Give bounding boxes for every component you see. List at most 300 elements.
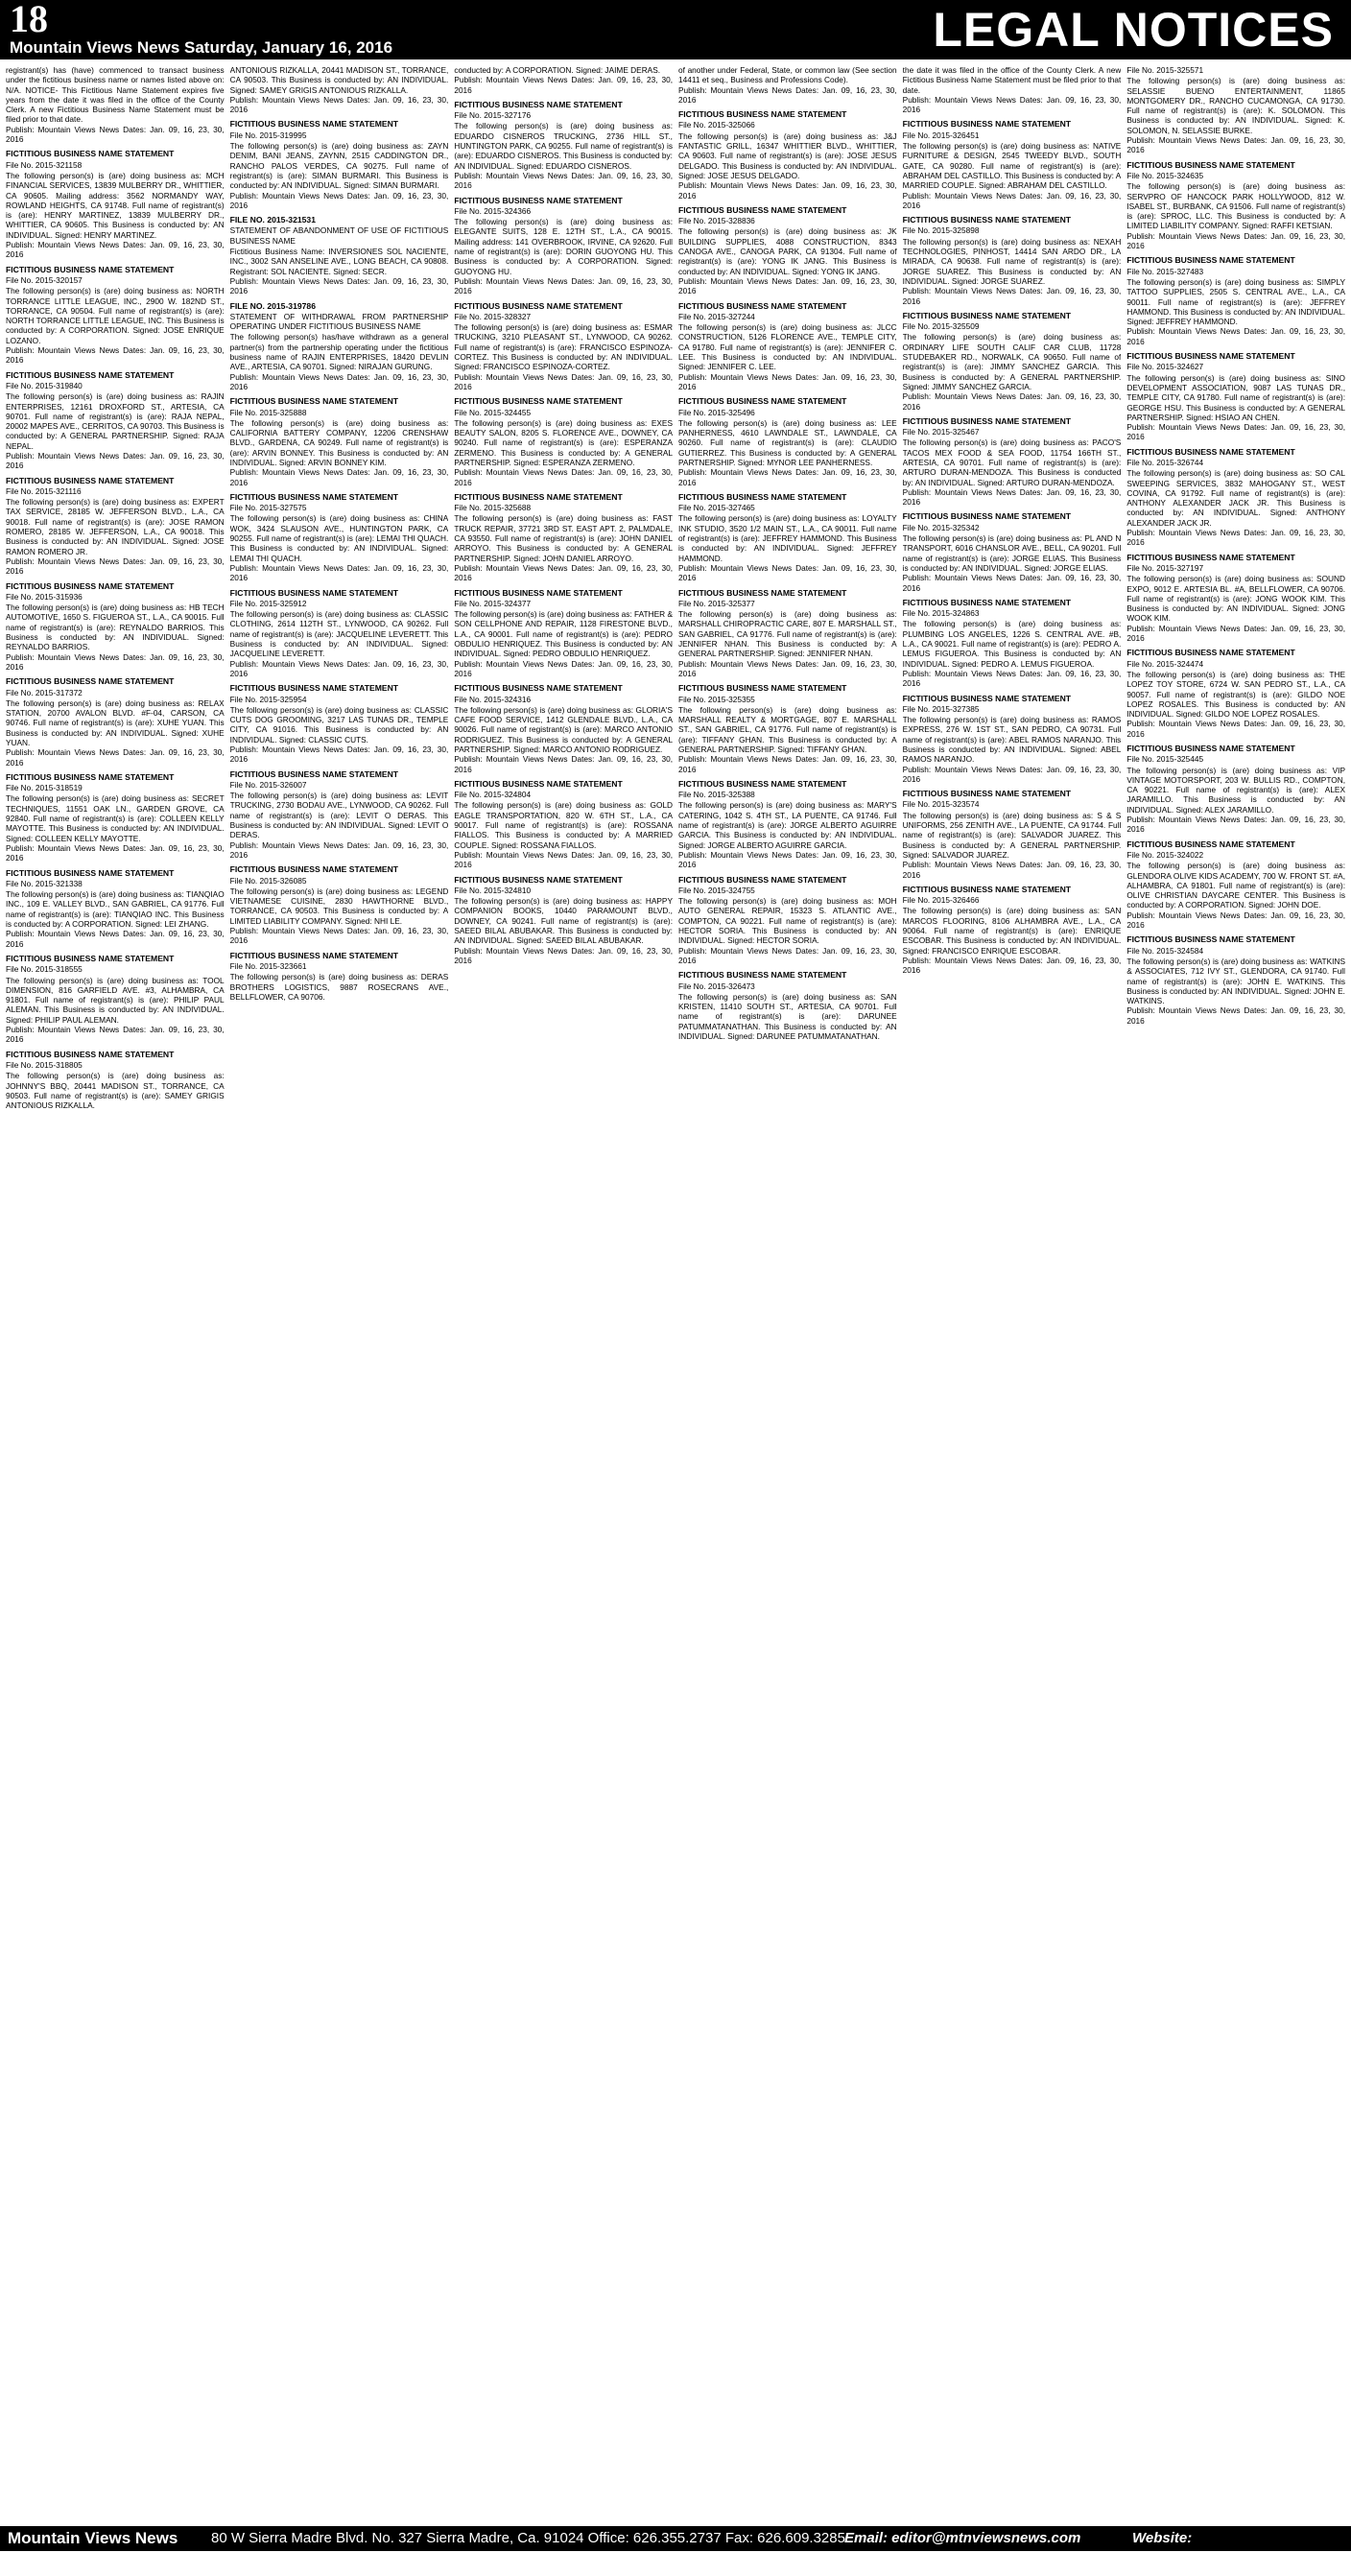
notice-publish-dates: Publish: Mountain Views News Dates: Jan. 09, 16, 23, 30, 2016	[6, 1025, 225, 1045]
notice-file-number: File No. 2015-324366	[454, 205, 532, 216]
notice-body: The following person(s) is (are) doing business as: SOUND EXPO, 9012 E. ARTESIA BL. #A, BELLFLOWER, CA 90706. Full name of registrant(s) is (are): JONG WOOK KIM. This Business is conducted by: AN INDIVIDUAL. Signed: JONG WOOK KIM.	[1126, 574, 1345, 624]
notice-body: The following person(s) is (are) doing business as: VIP VINTAGE MOTORSPORT, 203 W. BULLIS RD., COMPTON, CA 90221. Full name of registrant(s) is (are): ALEX JARAMILLO. This Business is conducted by: AN INDIVIDUAL. Signed: ALEX JARAMILLO.	[1126, 765, 1345, 815]
notice-publish-dates: Publish: Mountain Views News Dates: Jan. 09, 16, 23, 30, 2016	[6, 345, 225, 366]
notice-file-number: File No. 2015-325066	[678, 120, 755, 130]
notice-file-number: File No. 2015-326744	[1126, 457, 1204, 467]
notice-file-number: File No. 2015-326451	[902, 130, 980, 140]
legal-notice	[678, 301, 897, 392]
notice-publish-dates: Publish: Mountain Views News Dates: Jan. 09, 16, 23, 30, 2016	[1126, 910, 1345, 931]
notice-file-number: File No. 2015-328327	[454, 311, 532, 321]
legal-notice	[230, 864, 449, 945]
notice-publish-dates: Publish: Mountain Views News Dates: Jan. 09, 16, 23, 30, 2016	[678, 84, 897, 105]
notice-heading: FICTITIOUS BUSINESS NAME STATEMENT	[6, 676, 175, 687]
notice-publish-dates: Publish: Mountain Views News Dates: Jan. 09, 16, 23, 30, 2016	[6, 747, 225, 768]
notice-file-number: File No. 2015-321116	[6, 485, 82, 496]
legal-notice	[903, 511, 1122, 592]
notice-publish-dates: Publish: Mountain Views News Dates: Jan. 09, 16, 23, 30, 2016	[1126, 815, 1345, 835]
notice-publish-dates: Publish: Mountain Views News Dates: Jan. 09, 16, 23, 30, 2016	[1126, 230, 1345, 251]
notice-heading: FICTITIOUS BUSINESS NAME STATEMENT	[454, 683, 623, 694]
notice-heading: FICTITIOUS BUSINESS NAME STATEMENT	[6, 867, 175, 878]
notice-column	[454, 65, 673, 2521]
notice-body: Fictitious Business Name: INVERSIONES SOL NACIENTE, INC., 3002 SAN ANSELINE AVE., LONG BEACH, CA 90808. Registrant: SOL NACIENTE. Signed: SECR.	[229, 247, 449, 276]
notice-body: The following person(s) is (are) doing business as: LEVIT TRUCKING, 2730 BODAU AVE., LYNWOOD, CA 90262. Full name of registrant(s) is (are): LEVIT O DERAS. This Business is conducted by: AN INDIVIDUAL. Signed: LEVIT O DERAS.	[229, 791, 449, 840]
legal-notice	[454, 779, 673, 870]
legal-notice	[6, 676, 225, 768]
legal-notice	[230, 951, 449, 1002]
notice-heading: FICTITIOUS BUSINESS NAME STATEMENT	[6, 1049, 175, 1059]
legal-notice	[230, 683, 449, 764]
footer-address: 80 W Sierra Madre Blvd. No. 327 Sierra Madre, Ca. 91024 Office: 626.355.2737 Fax: 626.609.3285	[211, 2530, 845, 2546]
notice-body: The following person(s) is (are) doing business as: ZAYN DENIM, BANI JEANS, ZAYNN, 2515 CADDINGTON DR., RANCHO PALOS VERDES, CA 90275. Full name of registrant(s) is (are): SIMAN BURMARI. This Business is conducted by: AN INDIVIDUAL. Signed: SIMAN BURMARI.	[229, 141, 449, 191]
notice-body: The following person(s) is (are) doing business as: ESMAR TRUCKING, 3210 PLEASANT ST., LYNWOOD, CA 90262. Full name of registrant(s) is (are): FRANCISCO ESPINOZA-CORTEZ. This Business is conducted by: AN INDIVIDUAL. Signed: FRANCISCO ESPINOZA-CORTEZ.	[454, 322, 673, 372]
notice-file-number: File No. 2015-325898	[902, 225, 980, 236]
notice-file-number: File No. 2015-325571	[1126, 65, 1204, 75]
notice-publish-dates: Publish: Mountain Views News Dates: Jan. 09, 16, 23, 30, 2016	[902, 764, 1122, 784]
notice-heading: FICTITIOUS BUSINESS NAME STATEMENT	[678, 300, 847, 311]
notice-file-number: File No. 2015-324635	[1126, 170, 1204, 180]
legal-notice	[6, 1050, 225, 1111]
notice-heading: FICTITIOUS BUSINESS NAME STATEMENT	[1126, 351, 1295, 362]
notice-body: registrant(s) has (have) commenced to transact business under the fictitious business name or names listed above on: N/A. NOTICE- This Fictitious Name Statement expires five years from the date it was filed in the office of the County Clerk. A new Fictitious Business Name Statement must be filed prior to that date.	[6, 65, 225, 125]
notice-file-number: File No. 2015-327176	[454, 110, 532, 121]
notice-publish-dates: Publish: Mountain Views News Dates: Jan. 09, 16, 23, 30, 2016	[678, 371, 897, 391]
legal-notice	[1126, 839, 1345, 931]
notice-heading: FICTITIOUS BUSINESS NAME STATEMENT	[454, 491, 623, 502]
notice-body: The following person(s) is (are) doing business as: EXPERT TAX SERVICE, 28185 W. JEFFERSON BLVD., L.A., CA 90018. Full name of registrant(s) is (are): JOSE RAMON ROMERO, 28185 W. JEFFERSON, L.A., CA 90018. This Business is conducted by: AN INDIVIDUAL. Signed: JOSE RAMON ROMERO JR.	[6, 497, 225, 556]
notice-file-number: File No. 2015-324804	[454, 790, 532, 800]
notice-publish-dates: Publish: Mountain Views News Dates: Jan. 09, 16, 23, 30, 2016	[454, 467, 673, 487]
notice-publish-dates: Publish: Mountain Views News Dates: Jan. 09, 16, 23, 30, 2016	[6, 555, 225, 577]
notice-body: The following person(s) is (are) doing business as: JK BUILDING SUPPLIES, 4088 CONSTRUCTION, 8343 CANOGA AVE., CANOGA PARK, CA 91304. Full name of registrant(s) is (are): YONG IK JANG. This Business is conducted by: AN INDIVIDUAL. Signed: YONG IK JANG.	[678, 226, 897, 276]
notice-heading: FICTITIOUS BUSINESS NAME STATEMENT	[454, 300, 623, 311]
notice-publish-dates: Publish: Mountain Views News Dates: Jan. 09, 16, 23, 30, 2016	[6, 842, 225, 863]
notice-file-number: STATEMENT OF WITHDRAWAL FROM PARTNERSHIP OPERATING UNDER FICTITIOUS BUSINESS NAME	[229, 311, 449, 332]
notice-body: The following person(s) is (are) doing business as: DERAS BROTHERS LOGISTICS, 9887 ROSECRANS AVE., BELLFLOWER, CA 90706.	[229, 972, 449, 1002]
legal-notice	[903, 311, 1122, 412]
legal-notice	[1126, 160, 1345, 251]
notice-heading: FICTITIOUS BUSINESS NAME STATEMENT	[678, 109, 847, 120]
notice-heading: FICTITIOUS BUSINESS NAME STATEMENT	[902, 597, 1072, 607]
notice-body: The following person(s) is (are) doing business as: SO CAL SWEEPING SERVICES, 3832 MAHOGANY ST., WEST COVINA, CA 91792. Full name of registrant(s) is (are): ANTHONY ALEXANDER JACK JR. This Business is conducted by: AN INDIVIDUAL. Signed: ANTHONY ALEXANDER JACK JR.	[1126, 468, 1345, 528]
notice-heading: FICTITIOUS BUSINESS NAME STATEMENT	[678, 396, 847, 407]
notice-body: conducted by: A CORPORATION. Signed: JAIME DERAS.	[454, 65, 661, 75]
notice-heading: FICTITIOUS BUSINESS NAME STATEMENT	[6, 369, 175, 380]
legal-notice	[903, 789, 1122, 880]
notice-body: The following person(s) is (are) doing business as: LEE PANHERNESS, 4610 LAWNDALE ST., LAWNDALE, CA 90260. Full name of registrant(s) is (are): CLAUDIO GUTIERREZ. This Business is conducted by: A GENERAL PARTNERSHIP. Signed: MYNOR LEE PANHERNESS.	[678, 417, 897, 467]
notice-body: The following person(s) is (are) doing business as: MARY'S CATERING, 1042 S. 4TH ST., LA PUENTE, CA 91746. Full name of registrant(s) is (are): JORGE ALBERTO AGUIRRE GARCIA. This Business is conducted by: AN INDIVIDUAL. Signed: JORGE ALBERTO AGUIRRE GARCIA.	[678, 800, 897, 850]
notice-publish-dates: Publish: Mountain Views News Dates: Jan. 09, 16, 23, 30, 2016	[6, 450, 225, 471]
notice-body: The following person(s) is (are) doing business as: GOLD EAGLE TRANSPORTATION, 820 W. 6TH ST., L.A., CA 90017. Full name of registrant(s) is (are): ROSSANA FIALLOS. This Business is conducted by: A MARRIED COUPLE. Signed: ROSSANA FIALLOS.	[454, 800, 673, 850]
notice-heading: FICTITIOUS BUSINESS NAME STATEMENT	[1126, 744, 1295, 753]
notice-body: The following person(s) is (are) doing business as: JOHNNY'S BBQ, 20441 MADISON ST., TORRANCE, CA 90503. Full name of registrant(s) is (are): SAMEY GRIGIS ANTONIOUS RIZKALLA.	[6, 1071, 225, 1111]
notice-body: The following person(s) is (are) doing business as: LEGEND VIETNAMESE CUISINE, 2830 HAWTHORNE BLVD., TORRANCE, CA 90503. This Business is conducted by: A LIMITED LIABILITY COMPANY. Signed: NHI LE.	[229, 886, 449, 926]
notice-heading: FICTITIOUS BUSINESS NAME STATEMENT	[454, 99, 623, 109]
legal-notice	[903, 694, 1122, 785]
notice-publish-dates: Publish: Mountain Views News Dates: Jan. 09, 16, 23, 30, 2016	[902, 486, 1122, 508]
notice-file-number: File No. 2015-324316	[454, 694, 532, 704]
notice-publish-dates: Publish: Mountain Views News Dates: Jan. 09, 16, 23, 30, 2016	[454, 754, 673, 774]
notice-body: The following person(s) is (are) doing business as: CLASSIC CLOTHING, 2614 112TH ST., LYNWOOD, CA 90262. Full name of registrant(s) is (are): JACQUELINE LEVERETT. This Business is conducted by: AN INDIVIDUAL. Signed: JACQUELINE LEVERETT.	[229, 609, 449, 659]
notice-body: The following person(s) is (are) doing business as: S & S UNIFORMS, 256 ZENITH AVE., LA PUENTE, CA 91744. Full name of registrant(s) is (are): SALVADOR JUAREZ. This Business is conducted by: A GENERAL PARTNERSHIP. Signed: SALVADOR JUAREZ.	[902, 810, 1122, 860]
notice-file-number: File No. 2015-319840	[6, 380, 83, 390]
legal-notice	[678, 588, 897, 679]
notice-file-number: File No. 2015-324584	[1126, 945, 1204, 956]
publication-date: Mountain Views News Saturday, January 16, 2016	[10, 38, 393, 57]
notice-body: The following person(s) is (are) doing business as: SINO DEVELOPMENT ASSOCIATION, 9087 LAS TUNAS DR., TEMPLE CITY, CA 91780. Full name of registrant(s) is (are): GEORGE HSU. This Business is conducted by: A GENERAL PARTNERSHIP. Signed: HSIAO AN CHEN.	[1126, 372, 1345, 422]
notice-file-number: File No. 2015-317372	[6, 687, 83, 697]
notice-publish-dates: Publish: Mountain Views News Dates: Jan. 09, 16, 23, 30, 2016	[902, 955, 1122, 976]
notice-body: The following person(s) is (are) doing business as: SERVPRO OF HANCOCK PARK HOLLYWOOD, 812 W. ISABEL ST., BURBANK, CA 91506. Full name of registrant(s) is (are): SPROC, LLC. This Business is conducted by: A LIMITED LIABILITY COMPANY. Signed: RAFFI KETSIAN.	[1126, 181, 1345, 231]
notice-publish-dates: Publish: Mountain Views News Dates: Jan. 09, 16, 23, 30, 2016	[902, 190, 1122, 210]
notice-body: The following person(s) is (are) doing business as: TOOL DIMENSION, 816 GARFIELD AVE. #3, ALHAMBRA, CA 91801. Full name of registrant(s) is (are): PHILIP PAUL ALEMAN. This Business is conducted by: AN INDIVIDUAL. Signed: PHILIP PAUL ALEMAN.	[6, 975, 225, 1025]
notice-body: The following person(s) is (are) doing business as: TIANQIAO INC., 109 E. VALLEY BLVD., SAN GABRIEL, CA 91776. Full name of registrant(s) is (are): TIANQIAO INC. This Business is conducted by: A CORPORATION. Signed: LEI ZHANG.	[6, 889, 225, 930]
notice-body: The following person(s) is (are) doing business as: MCH FINANCIAL SERVICES, 13839 MULBERRY DR., WHITTIER, CA 90605. Mailing address: 3562 NORMANDY WAY, ROWLAND HEIGHTS, CA 91748. Full name of registrant(s) is (are): HENRY MARTINEZ, 13839 MULBERRY DR., WHITTIER, CA 90605. This Business is conducted by: AN INDIVIDUAL. Signed: HENRY MARTINEZ.	[6, 170, 225, 240]
legal-notice	[454, 683, 673, 774]
notice-file-number: File No. 2015-318555	[6, 964, 83, 975]
notice-body: The following person(s) is (are) doing business as: GLORIA'S CAFE FOOD SERVICE, 1412 GLENDALE BLVD., L.A., CA 90026. Full name of registrant(s) is (are): MARCO ANTONIO RODRIGUEZ. This Business is conducted by: A GENERAL PARTNERSHIP. Signed: MARCO ANTONIO RODRIGUEZ.	[454, 704, 673, 754]
notice-body: The following person(s) is (are) doing business as: PACO'S TACOS MEX FOOD & SEA FOOD, 11754 166TH ST., ARTESIA, CA 90701. Full name of registrant(s) is (are): ARTURO DURAN-MENDOZA. This Business is conducted by: AN INDIVIDUAL. Signed: ARTURO DURAN-MENDOZA.	[902, 437, 1122, 487]
footer-email[interactable]: Email: editor@mtnviewsnews.com	[844, 2530, 1081, 2546]
notice-heading: FICTITIOUS BUSINESS NAME STATEMENT	[678, 778, 847, 789]
notice-file-number: File No. 2015-321338	[6, 878, 83, 888]
notice-file-number: File No. 2015-318519	[6, 783, 83, 793]
notice-file-number: File No. 2015-326473	[678, 981, 755, 991]
legal-notice	[6, 149, 225, 259]
notice-publish-dates: Publish: Mountain Views News Dates: Jan. 09, 16, 23, 30, 2016	[229, 190, 449, 210]
notice-column	[678, 65, 897, 2521]
notice-body: The following person(s) is (are) doing business as: PLUMBING LOS ANGELES, 1226 S. CENTRAL AVE. #B, L.A., CA 90021. Full name of registrant(s) is (are): PEDRO A. LEMUS FIGUEROA. This Business is conducted by: AN INDIVIDUAL. Signed: PEDRO A. LEMUS FIGUEROA.	[902, 619, 1122, 669]
notice-publish-dates: Publish: Mountain Views News Dates: Jan. 09, 16, 23, 30, 2016	[678, 562, 897, 583]
legal-notice	[230, 301, 449, 392]
notice-publish-dates: Publish: Mountain Views News Dates: Jan. 09, 16, 23, 30, 2016	[229, 839, 449, 860]
notice-publish-dates: Publish: Mountain Views News Dates: Jan. 09, 16, 23, 30, 2016	[454, 75, 673, 95]
notice-publish-dates: Publish: Mountain Views News Dates: Jan. 09, 16, 23, 30, 2016	[678, 180, 897, 201]
notice-heading: FICTITIOUS BUSINESS NAME STATEMENT	[678, 491, 847, 502]
legal-notice	[903, 598, 1122, 689]
notice-file-number: File No. 2015-327575	[229, 503, 307, 513]
notice-heading: FICTITIOUS BUSINESS NAME STATEMENT	[229, 950, 399, 960]
notice-heading: FICTITIOUS BUSINESS NAME STATEMENT	[229, 587, 399, 598]
notice-file-number: File No. 2015-325954	[229, 694, 307, 704]
notice-publish-dates: Publish: Mountain Views News Dates: Jan. 09, 16, 23, 30, 2016	[229, 562, 449, 583]
notice-heading: FICTITIOUS BUSINESS NAME STATEMENT	[454, 195, 623, 205]
notice-file-number: File No. 2015-324755	[678, 885, 755, 895]
notice-heading: FICTITIOUS BUSINESS NAME STATEMENT	[6, 475, 175, 485]
notice-publish-dates: Publish: Mountain Views News Dates: Jan. 09, 16, 23, 30, 2016	[902, 668, 1122, 689]
legal-notice	[454, 65, 673, 95]
notice-publish-dates: Publish: Mountain Views News Dates: Jan. 09, 16, 23, 30, 2016	[1126, 623, 1345, 644]
notice-heading: FICTITIOUS BUSINESS NAME STATEMENT	[454, 587, 623, 598]
legal-notice	[903, 885, 1122, 976]
notice-publish-dates: Publish: Mountain Views News Dates: Jan. 09, 16, 23, 30, 2016	[902, 391, 1122, 412]
legal-notice	[678, 970, 897, 1041]
legal-notice	[6, 954, 225, 1045]
notice-heading: FICTITIOUS BUSINESS NAME STATEMENT	[678, 587, 847, 598]
notice-heading: FICTITIOUS BUSINESS NAME STATEMENT	[902, 415, 1072, 426]
notice-body: The following person(s) is (are) doing business as: NATIVE FURNITURE & DESIGN, 2545 TWEEDY BLVD., SOUTH GATE, CA 90280. Full name of registrant(s) is (are): ABRAHAM DEL CASTILLO. This Business is conducted by: A MARRIED COUPLE. Signed: ABRAHAM DEL CASTILLO.	[902, 141, 1122, 191]
legal-notice	[6, 65, 225, 144]
notice-file-number: File No. 2015-318805	[6, 1059, 83, 1070]
notice-file-number: File No. 2015-320157	[6, 274, 83, 285]
notice-body: The following person(s) is (are) doing business as: CHINA WOK, 3424 SLAUSON AVE., HUNTINGTON PARK, CA 90255. Full name of registrant(s) is (are): LEMAI THI QUACH. This Business is conducted by: AN INDIVIDUAL. Signed: LEMAI THI QUACH.	[229, 513, 449, 563]
footer-website[interactable]: Website: www.mtnviewsnews.com	[1132, 2530, 1305, 2571]
notice-heading: FICTITIOUS BUSINESS NAME STATEMENT	[678, 970, 847, 981]
notice-heading: FICTITIOUS BUSINESS NAME STATEMENT	[902, 693, 1072, 703]
notice-heading: FICTITIOUS BUSINESS NAME STATEMENT	[902, 789, 1072, 799]
notice-heading: FICTITIOUS BUSINESS NAME STATEMENT	[1126, 839, 1295, 849]
notice-publish-dates: Publish: Mountain Views News Dates: Jan. 09, 16, 23, 30, 2016	[229, 744, 449, 765]
notice-publish-dates: Publish: Mountain Views News Dates: Jan. 09, 16, 23, 30, 2016	[902, 286, 1122, 306]
section-title: LEGAL NOTICES	[933, 3, 1334, 57]
notice-publish-dates: Publish: Mountain Views News Dates: Jan. 09, 16, 23, 30, 2016	[229, 371, 449, 391]
legal-notice	[454, 196, 673, 296]
notice-heading: FICTITIOUS BUSINESS NAME STATEMENT	[229, 396, 399, 407]
notice-file-number: File No. 2015-319995	[229, 130, 307, 140]
notice-body: The following person(s) is (are) doing business as: EDUARDO CISNEROS TRUCKING, 2736 HILL ST., HUNTINGTON PARK, CA 90255. Full name of registrant(s) is (are): EDUARDO CISNEROS. This Business is conducted by: AN INDIVIDUAL. Signed: EDUARDO CISNEROS.	[454, 121, 673, 171]
notice-body: The following person(s) is (are) doing business as: SAN MARCOS FLOORING, 8106 ALHAMBRA AVE., L.A., CA 90064. Full name of registrant(s) is (are): ENRIQUE ESCOBAR. This Business is conducted by: AN INDIVIDUAL. Signed: FRANCISCO ENRIQUE ESCOBAR.	[902, 906, 1122, 956]
notice-file-number: File No. 2015-324377	[454, 598, 532, 608]
notice-body: The following person(s) is (are) doing business as: MOH AUTO GENERAL REPAIR, 15323 S. ATLANTIC AVE., COMPTON, CA 90221. Full name of registrant(s) is (are): HECTOR SORIA. This Business is conducted by: AN INDIVIDUAL. Signed: HECTOR SORIA.	[678, 896, 897, 946]
notice-body: The following person(s) is (are) doing business as: ELEGANTE SUITS, 128 E. 12TH ST., L.A., CA 90015. Mailing address: 141 OVERBROOK, IRVINE, CA 92620. Full name of registrant(s) is (are): DORIN GUOYONG HU. This Business is conducted by: A CORPORATION. Signed: GUOYONG HU.	[454, 217, 673, 276]
notice-publish-dates: Publish: Mountain Views News Dates: Jan. 09, 16, 23, 30, 2016	[454, 170, 673, 191]
legal-notice	[230, 215, 449, 295]
notice-file-number: File No. 2015-325688	[454, 503, 532, 513]
notice-file-number: File No. 2015-315936	[6, 591, 83, 602]
notice-body: The following person(s) is (are) doing business as: WATKINS & ASSOCIATES, 712 IVY ST., GLENDORA, CA 91740. Full name of registrant(s) is (are): JOHN E. WATKINS. This Business is conducted by: AN INDIVIDUAL. Signed: JOHN E. WATKINS.	[1126, 956, 1345, 1006]
notice-file-number: File No. 2015-327385	[902, 703, 980, 714]
notice-heading: FILE NO. 2015-319786	[229, 300, 316, 311]
notice-heading: FICTITIOUS BUSINESS NAME STATEMENT	[229, 119, 399, 130]
legal-notice	[678, 65, 897, 105]
notice-body: The following person(s) is (are) doing business as: RAMOS EXPRESS, 276 W. 1ST ST., SAN PEDRO, CA 90731. Full name of registrant(s) is (are): ABEL RAMOS NARANJO. This Business is conducted by: AN INDIVIDUAL. Signed: ABEL RAMOS NARANJO.	[902, 715, 1122, 765]
notice-file-number: File No. 2015-325912	[229, 598, 307, 608]
notice-heading: FICTITIOUS BUSINESS NAME STATEMENT	[6, 149, 175, 159]
notice-file-number: File No. 2015-325445	[1126, 754, 1204, 765]
notice-body: The following person(s) is (are) doing business as: HB TECH AUTOMOTIVE, 1650 S. FIGUEROA ST., L.A., CA 90015. Full name of registrant(s) is (are): REYNALDO BARRIOS. This Business is conducted by: AN INDIVIDUAL. Signed: REYNALDO BARRIOS.	[6, 603, 225, 652]
notice-publish-dates: Publish: Mountain Views News Dates: Jan. 09, 16, 23, 30, 2016	[6, 240, 225, 260]
notice-heading: FICTITIOUS BUSINESS NAME STATEMENT	[902, 119, 1072, 130]
notice-publish-dates: Publish: Mountain Views News Dates: Jan. 09, 16, 23, 30, 2016	[229, 94, 449, 115]
legal-notice	[6, 370, 225, 471]
notice-body: The following person(s) is (are) doing business as: MARSHALL REALTY & MORTGAGE, 807 E. MARSHALL ST., SAN GABRIEL, CA 91776. Full name of registrant(s) is (are): TIFFANY GHAN. This Business is conducted by: A GENERAL PARTNERSHIP. Signed: TIFFANY GHAN.	[678, 704, 897, 754]
notice-publish-dates: Publish: Mountain Views News Dates: Jan. 09, 16, 23, 30, 2016	[1126, 326, 1345, 346]
notice-body: The following person(s) is (are) doing business as: CLASSIC CUTS DOG GROOMING, 3217 LAS TUNAS DR., TEMPLE CITY, CA 91016. This Business is conducted by: AN INDIVIDUAL. Signed: CLASSIC CUTS.	[229, 704, 449, 744]
notice-file-number: File No. 2015-328836	[678, 216, 755, 226]
legal-notice	[1126, 648, 1345, 739]
notice-publish-dates: Publish: Mountain Views News Dates: Jan. 09, 16, 23, 30, 2016	[229, 275, 449, 296]
notice-heading: FICTITIOUS BUSINESS NAME STATEMENT	[1126, 446, 1295, 457]
notice-publish-dates: Publish: Mountain Views News Dates: Jan. 09, 16, 23, 30, 2016	[229, 467, 449, 487]
notice-publish-dates: Publish: Mountain Views News Dates: Jan. 09, 16, 23, 30, 2016	[229, 658, 449, 678]
notice-publish-dates: Publish: Mountain Views News Dates: Jan. 09, 16, 23, 30, 2016	[454, 945, 673, 965]
legal-notice	[1126, 447, 1345, 548]
notice-body: The following person(s) is (are) doing business as: SIMPLY TATTOO SUPPLIES, 2505 S. CENTRAL AVE., L.A., CA 90011. Full name of registrant(s) is (are): JEFFREY HAMMOND. This Business is conducted by: AN INDIVIDUAL. Signed: JEFFREY HAMMOND.	[1126, 276, 1345, 327]
notice-file-number: STATEMENT OF ABANDONMENT OF USE OF FICTITIOUS BUSINESS NAME	[229, 225, 449, 246]
page-number: 18	[10, 0, 48, 40]
notice-publish-dates: Publish: Mountain Views News Dates: Jan. 09, 16, 23, 30, 2016	[454, 562, 673, 583]
notice-columns	[6, 65, 1345, 2521]
notice-body: The following person(s) is (are) doing business as: NORTH TORRANCE LITTLE LEAGUE, INC., 2900 W. 182ND ST., TORRANCE, CA 90504. Full name of registrant(s) is (are): NORTH TORRANCE LITTLE LEAGUE, INC. This Business is conducted by: A CORPORATION. Signed: JOSE ENRIQUE LOZANO.	[6, 286, 225, 345]
legal-notice	[1126, 934, 1345, 1026]
notice-heading: FICTITIOUS BUSINESS NAME STATEMENT	[6, 264, 175, 274]
legal-notice	[678, 205, 897, 296]
notice-heading: FICTITIOUS BUSINESS NAME STATEMENT	[902, 511, 1072, 522]
notice-file-number: File No. 2015-325388	[678, 790, 755, 800]
legal-notice	[6, 581, 225, 673]
notice-body: The following person(s) is (are) doing business as: FAST TRUCK REPAIR, 37721 3RD ST. EAST APT. 2, PALMDALE, CA 93550. Full name of registrant(s) is (are): JOHN DANIEL ARROYO. This Business is conducted by: A GENERAL PARTNERSHIP. Signed: JOHN DANIEL ARROYO.	[454, 513, 673, 563]
legal-notice	[454, 100, 673, 191]
notice-publish-dates: Publish: Mountain Views News Dates: Jan. 09, 16, 23, 30, 2016	[1126, 719, 1345, 739]
notice-file-number: File No. 2015-325888	[229, 407, 307, 417]
notice-heading: FICTITIOUS BUSINESS NAME STATEMENT	[902, 310, 1072, 320]
notice-file-number: File No. 2015-325377	[678, 598, 755, 608]
notice-body: the date it was filed in the office of the County Clerk. A new Fictitious Business Name Statement must be filed prior to that date.	[902, 65, 1122, 95]
legal-notice	[1126, 553, 1345, 644]
masthead	[0, 0, 1351, 59]
legal-notice	[678, 396, 897, 487]
legal-notice	[1126, 255, 1345, 346]
notice-file-number: File No. 2015-324863	[902, 608, 980, 619]
legal-notice	[903, 215, 1122, 306]
notice-body: The following person(s) is (are) doing business as: NEXAH TECHNOLOGIES, PINHOST, 14414 SAN ARDO DR., LA MIRADA, CA 90638. Full name of registrant(s) is (are): JORGE SUAREZ. This Business is conducted by: AN INDIVIDUAL. Signed: JORGE SUAREZ.	[902, 236, 1122, 286]
notice-heading: FICTITIOUS BUSINESS NAME STATEMENT	[678, 683, 847, 694]
notice-column	[1126, 65, 1345, 2521]
notice-file-number: File No. 2015-324022	[1126, 849, 1204, 860]
legal-notice	[6, 868, 225, 949]
notice-heading: FILE NO. 2015-321531	[229, 215, 316, 225]
notice-body: The following person(s) is (are) doing business as: ORDINARY LIFE SOUTH CALIF CAR CLUB, 11728 STUDEBAKER RD., NORWALK, CA 90650. Full name of registrant(s) is (are): JIMMY SANCHEZ GARCIA. This Business is conducted by: A GENERAL PARTNERSHIP. Signed: JIMMY SANCHEZ GARCIA.	[902, 332, 1122, 391]
notice-heading: FICTITIOUS BUSINESS NAME STATEMENT	[229, 491, 399, 502]
legal-notice	[6, 476, 225, 577]
notice-publish-dates: Publish: Mountain Views News Dates: Jan. 09, 16, 23, 30, 2016	[454, 849, 673, 870]
legal-notice	[230, 65, 449, 114]
notice-publish-dates: Publish: Mountain Views News Dates: Jan. 09, 16, 23, 30, 2016	[6, 651, 225, 672]
notice-file-number: File No. 2015-323574	[902, 799, 980, 810]
legal-notice	[230, 119, 449, 210]
notice-heading: FICTITIOUS BUSINESS NAME STATEMENT	[229, 768, 399, 779]
notice-heading: FICTITIOUS BUSINESS NAME STATEMENT	[1126, 552, 1295, 562]
notice-heading: FICTITIOUS BUSINESS NAME STATEMENT	[6, 771, 175, 782]
legal-notice	[230, 396, 449, 487]
notice-publish-dates: Publish: Mountain Views News Dates: Jan. 09, 16, 23, 30, 2016	[678, 945, 897, 965]
notice-body: The following person(s) is (are) doing business as: LOYALTY INK STUDIO, 3520 1/2 MAIN ST., L.A., CA 90011. Full name of registrant(s) is (are): JEFFREY HAMMOND. This Business is conducted by: AN INDIVIDUAL. Signed: JEFFREY HAMMOND.	[678, 513, 897, 563]
legal-notice	[6, 772, 225, 863]
notice-body: ANTONIOUS RIZKALLA, 20441 MADISON ST., TORRANCE, CA 90503. This Business is conducted by: AN INDIVIDUAL. Signed: SAMEY GRIGIS ANTONIOUS RIZKALLA.	[229, 65, 449, 95]
notice-body: The following person(s) is (are) doing business as: SAN KRISTEN, 11410 SOUTH ST., ARTESIA, CA 90701. Full name of registrant(s) is (are): DARUNEE PATUMMATANATHAN. This Business is conducted by: AN INDIVIDUAL. Signed: DARUNEE PATUMMATANATHAN.	[678, 991, 897, 1042]
legal-notice	[230, 769, 449, 861]
notice-heading: FICTITIOUS BUSINESS NAME STATEMENT	[454, 396, 623, 407]
notice-publish-dates: Publish: Mountain Views News Dates: Jan. 09, 16, 23, 30, 2016	[678, 754, 897, 774]
legal-notice	[454, 396, 673, 487]
notice-heading: FICTITIOUS BUSINESS NAME STATEMENT	[6, 580, 175, 591]
legal-notice	[903, 65, 1122, 114]
notice-column	[230, 65, 449, 2521]
notice-publish-dates: Publish: Mountain Views News Dates: Jan. 09, 16, 23, 30, 2016	[6, 124, 225, 145]
legal-notice	[678, 875, 897, 966]
notice-file-number: File No. 2015-321158	[6, 159, 83, 170]
notice-file-number: File No. 2015-326007	[229, 779, 307, 790]
notice-body: The following person(s) is (are) doing business as: PL AND N TRANSPORT, 6016 CHANSLOR AVE., BELL, CA 90201. Full name of registrant(s) is (are): JORGE ELIAS. This Business is conducted by: AN INDIVIDUAL. Signed: JORGE ELIAS.	[902, 533, 1122, 573]
notice-heading: FICTITIOUS BUSINESS NAME STATEMENT	[678, 204, 847, 215]
legal-notice	[903, 416, 1122, 508]
notice-body: The following person(s) is (are) doing business as: GLENDORA OLIVE KIDS ACADEMY, 700 W. FRONT ST. #A, ALHAMBRA, CA 91801. Full name of registrant(s) is (are): OLIVE CHRISTIAN DAYCARE CENTER. This Business is conducted by: A CORPORATION. Signed: JOHN DOE.	[1126, 861, 1345, 910]
notice-publish-dates: Publish: Mountain Views News Dates: Jan. 09, 16, 23, 30, 2016	[902, 860, 1122, 880]
notice-file-number: File No. 2015-326085	[229, 875, 307, 886]
notice-file-number: File No. 2015-324474	[1126, 658, 1204, 669]
notice-heading: FICTITIOUS BUSINESS NAME STATEMENT	[1126, 934, 1295, 945]
legal-notice	[678, 492, 897, 583]
notice-publish-dates: Publish: Mountain Views News Dates: Jan. 09, 16, 23, 30, 2016	[454, 371, 673, 391]
notice-body: The following person(s) is (are) doing business as: RELAX STATION, 20700 AVALON BLVD. #F-04, CARSON, CA 90746. Full name of registrant(s) is (are): XUHE YUAN. This Business is conducted by: AN INDIVIDUAL. Signed: XUHE YUAN.	[6, 697, 225, 747]
notice-body: The following person(s) is (are) doing business as: RAJIN ENTERPRISES, 12161 DROXFORD ST., ARTESIA, CA 90701. Full name of registrant(s) is (are): RAJA NEPAL, 20002 MAPES AVE., CERRITOS, CA 90703. This Business is conducted by: A GENERAL PARTNERSHIP. Signed: RAJA NEPAL.	[6, 391, 225, 451]
notice-heading: FICTITIOUS BUSINESS NAME STATEMENT	[678, 874, 847, 885]
notice-file-number: File No. 2015-325355	[678, 694, 755, 704]
notice-body: The following person(s) is (are) doing business as: CALIFORNIA BATTERY COMPANY, 12206 CRENSHAW BLVD., GARDENA, CA 90249. Full name of registrant(s) is (are): ARVIN BONNEY. This Business is conducted by: AN INDIVIDUAL. Signed: ARVIN BONNEY KIM.	[229, 417, 449, 467]
notice-heading: FICTITIOUS BUSINESS NAME STATEMENT	[902, 215, 1072, 225]
notice-publish-dates: Publish: Mountain Views News Dates: Jan. 09, 16, 23, 30, 2016	[1126, 135, 1345, 155]
notice-file-number: File No. 2015-325496	[678, 407, 755, 417]
notice-body: The following person(s) is (are) doing business as: J&J FANTASTIC GRILL, 16347 WHITTIER BLVD., WHITTIER, CA 90603. Full name of registrant(s) is (are): JOSE JESUS DELGADO. This Business is conducted by: AN INDIVIDUAL. Signed: JOSE JESUS DELGADO.	[678, 130, 897, 180]
notice-publish-dates: Publish: Mountain Views News Dates: Jan. 09, 16, 23, 30, 2016	[1126, 1005, 1345, 1026]
notice-heading: FICTITIOUS BUSINESS NAME STATEMENT	[229, 683, 399, 694]
notice-body: The following person(s) has/have withdrawn as a general partner(s) from the partnership operating under the fictitious business name of RAJIN ENTERPRISES, 18420 DEVLIN AVE., ARTESIA, CA 90701. Signed: NIRAJAN GURUNG.	[229, 332, 449, 372]
legal-notice	[1126, 65, 1345, 155]
notice-heading: FICTITIOUS BUSINESS NAME STATEMENT	[1126, 255, 1295, 266]
notice-body: The following person(s) is (are) doing business as: MARSHALL CHIROPRACTIC CARE, 807 E. MARSHALL ST., SAN GABRIEL, CA 91776. Full name of registrant(s) is (are): JENNIFER NHAN. This Business is conducted by: A GENERAL PARTNERSHIP. Signed: JENNIFER NHAN.	[678, 609, 897, 659]
legal-notice	[678, 683, 897, 774]
notice-body: The following person(s) is (are) doing business as: JLCC CONSTRUCTION, 5126 FLORENCE AVE., TEMPLE CITY, CA 91780. Full name of registrant(s) is (are): JENNIFER C. LEE. This Business is conducted by: AN INDIVIDUAL. Signed: JENNIFER C. LEE.	[678, 322, 897, 372]
notice-file-number: File No. 2015-327465	[678, 503, 755, 513]
legal-notice	[454, 492, 673, 583]
notice-file-number: File No. 2015-327244	[678, 311, 755, 321]
notice-heading: FICTITIOUS BUSINESS NAME STATEMENT	[6, 953, 175, 963]
footer	[0, 2526, 1351, 2571]
notice-publish-dates: Publish: Mountain Views News Dates: Jan. 09, 16, 23, 30, 2016	[902, 94, 1122, 115]
notice-heading: FICTITIOUS BUSINESS NAME STATEMENT	[454, 778, 623, 789]
legal-notice	[454, 301, 673, 392]
legal-notice	[230, 492, 449, 583]
legal-notice	[678, 779, 897, 870]
legal-notice	[454, 588, 673, 679]
notice-publish-dates: Publish: Mountain Views News Dates: Jan. 09, 16, 23, 30, 2016	[6, 929, 225, 949]
notice-publish-dates: Publish: Mountain Views News Dates: Jan. 09, 16, 23, 30, 2016	[1126, 422, 1345, 442]
notice-file-number: File No. 2015-323661	[229, 960, 307, 971]
notice-file-number: File No. 2015-325509	[902, 321, 980, 332]
legal-notice	[6, 265, 225, 366]
legal-notice	[1126, 744, 1345, 835]
notice-file-number: File No. 2015-327483	[1126, 266, 1204, 276]
notice-publish-dates: Publish: Mountain Views News Dates: Jan. 09, 16, 23, 30, 2016	[1126, 528, 1345, 548]
legal-notice	[903, 119, 1122, 210]
notice-body: The following person(s) is (are) doing business as: SELASSIE BUENO ENTERTAINMENT, 11865 MONTGOMERY DR., RANCHO CUCAMONGA, CA 91730. Full name of registrant(s) is (are): K. SOLOMON. This Business is conducted by: AN INDIVIDUAL. Signed: K. SOLOMON, N. SELASSIE BURKE.	[1126, 76, 1345, 135]
notice-publish-dates: Publish: Mountain Views News Dates: Jan. 09, 16, 23, 30, 2016	[678, 849, 897, 870]
legal-notice	[678, 109, 897, 201]
notice-publish-dates: Publish: Mountain Views News Dates: Jan. 09, 16, 23, 30, 2016	[678, 275, 897, 296]
notice-body: of another under Federal, State, or common law (See section 14411 et seq., Business and Professions Code).	[678, 65, 897, 85]
notice-publish-dates: Publish: Mountain Views News Dates: Jan. 09, 16, 23, 30, 2016	[678, 467, 897, 487]
footer-paper-name: Mountain Views News	[8, 2529, 178, 2547]
notice-file-number: File No. 2015-326466	[902, 895, 980, 906]
legal-notice	[454, 875, 673, 966]
notice-heading: FICTITIOUS BUSINESS NAME STATEMENT	[454, 874, 623, 885]
notice-column	[903, 65, 1122, 2521]
notice-body: The following person(s) is (are) doing business as: HAPPY COMPANION BOOKS, 10440 PARAMOUNT BLVD., DOWNEY, CA 90241. Full name of registrant(s) is (are): SAEED BILAL ABUBAKAR. This Business is conducted by: AN INDIVIDUAL. Signed: SAEED BILAL ABUBAKAR.	[454, 896, 673, 946]
legal-notice	[1126, 351, 1345, 442]
notice-file-number: File No. 2015-324455	[454, 407, 532, 417]
notice-file-number: File No. 2015-324810	[454, 885, 532, 895]
notice-file-number: File No. 2015-324627	[1126, 362, 1204, 372]
notice-publish-dates: Publish: Mountain Views News Dates: Jan. 09, 16, 23, 30, 2016	[902, 573, 1122, 593]
